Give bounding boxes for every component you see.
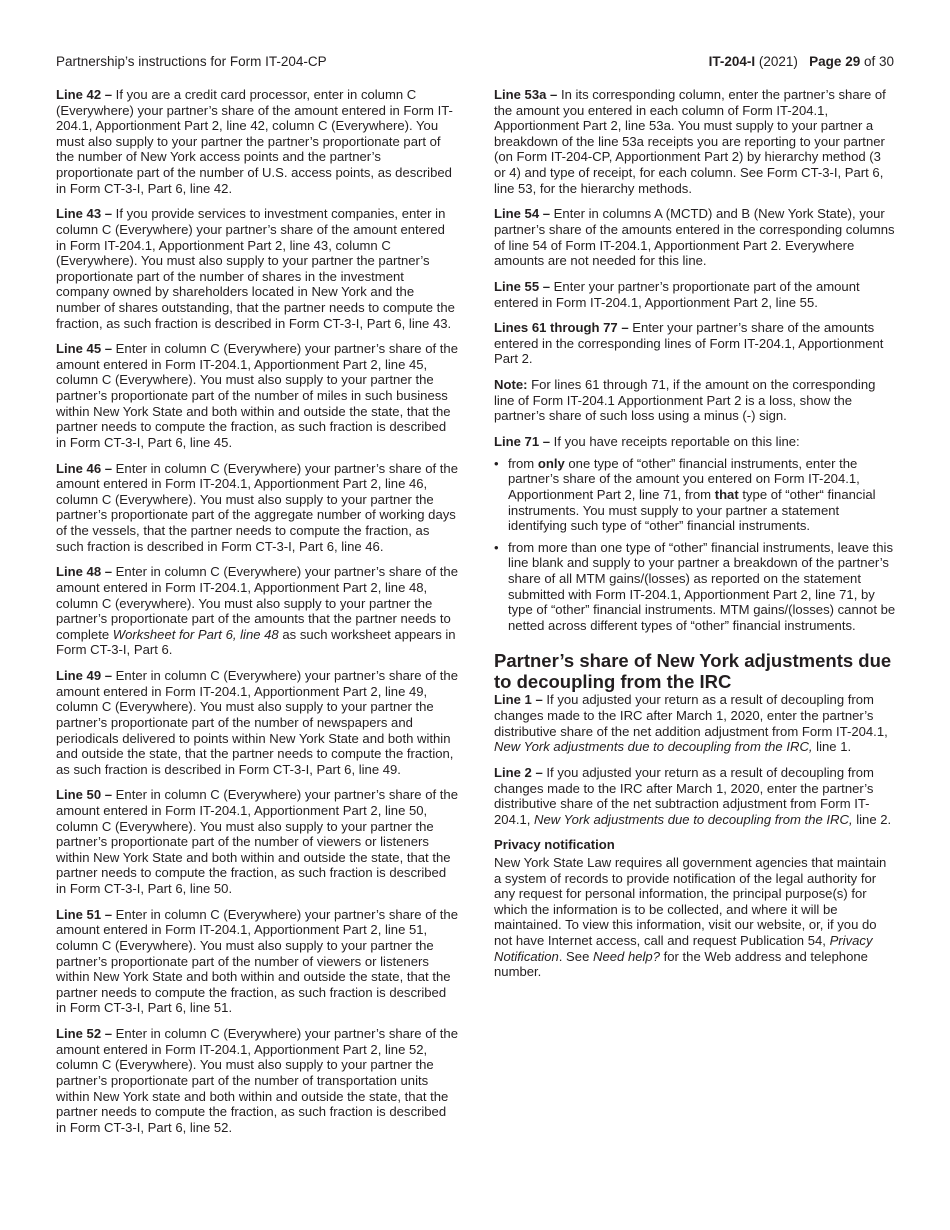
line-45-paragraph: Line 45 – Enter in column C (Everywhere) your partner’s share of the amount entered in Form IT-204.1, Apportionment Part 2, line 45, column C (Everywhere). You must also supply to your partner the partner’s proportionate part of the number of miles in such business within New York State and both within and outside the state, that the partner needs to compute the fraction, as such fraction is described in Form CT-3-I, Part 6, line 45. xyxy=(56,341,458,450)
line-48-paragraph: Line 48 – Enter in column C (Everywhere) your partner’s share of the amount entered in Form IT-204.1, Apportionment Part 2, line 48, column C (everywhere). You must also supply to your partner the partner’s proportionate part of the amounts that the partner needs to complete Worksheet for Part 6, line 48 as such worksheet appears in Form CT-3-I, Part 6. xyxy=(56,564,458,658)
note-label: Note: xyxy=(494,377,528,393)
line-label: Line 50 – xyxy=(56,787,113,803)
form-year: (2021) xyxy=(755,54,798,69)
line-label: Line 1 – xyxy=(494,692,543,708)
page-total: of 30 xyxy=(860,54,894,69)
decoupling-line-2-paragraph: Line 2 – If you adjusted your return as a result of decoupling from changes made to the IRC after March 1, 2020, enter the partner’s distributive share of the net subtraction adjustment from Form IT-204.1, New York adjustments due to decoupling from the IRC, line 2. xyxy=(494,764,892,827)
line-71-bullet-list xyxy=(494,456,896,634)
line-label: Line 45 – xyxy=(56,341,113,357)
line-label: Line 46 – xyxy=(56,460,113,476)
worksheet-title: Worksheet for Part 6, line 48 xyxy=(112,626,279,642)
line-label: Line 42 – xyxy=(56,87,113,102)
note-paragraph: Note: For lines 61 through 71, if the amount on the corresponding line of Form IT-204.1 Apportionment Part 2 is a loss, show the partner’s share of such loss using a minus (-) sign. xyxy=(494,377,876,424)
page-number: Page 29 xyxy=(809,54,861,69)
line-label: Line 43 – xyxy=(56,206,113,222)
list-item: • from more than one type of “other” financial instruments, leave this line blank and supply to your partner a breakdown of the partner’s share of all MTM gains/(losses) as reported on the statement submitted with Form IT-204.1, Apportionment Part 2, line 71, by type of “other” financial instruments. MTM gains/(losses) cannot be netted across different types of “other” financial instruments. xyxy=(494,539,896,633)
line-50-paragraph: Line 50 – Enter in column C (Everywhere) your partner’s share of the amount entered in Form IT-204.1, Apportionment Part 2, line 50, column C (Everywhere). You must also supply to your partner the partner’s proportionate part of the number of viewers or listeners within New York State and both within and outside the state, that the partner needs to compute the fraction, as such fraction is described in Form CT-3-I, Part 6, line 50. xyxy=(56,787,458,897)
line-53a-paragraph: Line 53a – In its corresponding column, enter the partner’s share of the amount you entered in each column of Form IT-204.1, Apportionment Part 2, line 53a. You must supply to your partner a breakdown of the line 53a receipts you are reporting to your partner (on Form IT-204-CP, Apportionment Part 2) by hierarchy method (3 or 4) and type of receipt, for each column. See Form CT-3-I, Part 6, line 53, for the hierarchy methods. xyxy=(494,87,886,196)
line-54-paragraph: Line 54 – Enter in columns A (MCTD) and B (New York State), your partner’s share of the amounts entered in the corresponding columns of line 54 of Form IT-204.1, Apportionment Part 2. Everywhere amounts are not needed for this line. xyxy=(494,206,895,269)
list-item: • from only one type of “other” financial instruments, enter the partner’s share of the amount you entered on Form IT-204.1, Apportionment Part 2, line 71, from that type of “other“ financial instruments. You must supply to your partner a statement identifying such type of “other” financial instruments. xyxy=(494,455,876,534)
lines-61-77-paragraph: Lines 61 through 77 – Enter your partner’s share of the amounts entered in the corresponding lines of Form IT-204.1, Apportionment Part 2. xyxy=(494,320,884,367)
line-label: Line 55 – xyxy=(494,278,551,294)
line-55-paragraph: Line 55 – Enter your partner’s proportionate part of the amount entered in Form IT-204.1, Apportionment Part 2, line 55. xyxy=(494,278,860,310)
line-label: Line 52 – xyxy=(56,1026,113,1042)
line-label: Line 51 – xyxy=(56,906,113,922)
right-column xyxy=(494,87,896,990)
line-label: Line 2 – xyxy=(494,764,543,780)
line-label: Line 49 – xyxy=(56,668,113,684)
line-label: Line 48 – xyxy=(56,564,113,580)
left-column xyxy=(56,87,458,1146)
line-43-paragraph: Line 43 – If you provide services to investment companies, enter in column C (Everywhere) your partner’s share of the amount entered in Form IT-204.1, Apportionment Part 2, line 43, column C (Everywhere). You must also supply to your partner the partner’s proportionate part of the number of shares in the investment company owned by shareholders located in New York and the number of shares outstanding, that the partner needs to compute the fraction, as such fraction is described in Form CT-3-I, Part 6, line 43. xyxy=(56,206,455,331)
line-42-paragraph: Line 42 – If you are a credit card processor, enter in column C (Everywhere) your partner’s share of the amount entered in Form IT-204.1, Apportionment Part 2, line 42, column C (Everywhere). You must also supply to your partner the partner’s proportionate part of the number of New York access points and the partner’s proportionate part of the number of U.S. access points, as described in Form CT-3-I, Part 6, line 42. xyxy=(56,87,453,196)
line-label: Line 71 – xyxy=(494,434,551,450)
bullet-icon: • xyxy=(494,455,499,471)
bullet-icon: • xyxy=(494,539,499,555)
decoupling-line-1-paragraph: Line 1 – If you adjusted your return as a result of decoupling from changes made to the IRC after March 1, 2020, enter the partner’s distributive share of the net addition adjustment from Form IT-204.1, New York adjustments due to decoupling from the IRC, line 1. xyxy=(494,692,888,755)
line-label: Lines 61 through 77 – xyxy=(494,320,629,336)
line-label: Line 53a – xyxy=(494,87,558,102)
line-52-paragraph: Line 52 – Enter in column C (Everywhere) your partner’s share of the amount entered in Form IT-204.1, Apportionment Part 2, line 52, column C (Everywhere). You must also supply to your partner the partner’s proportionate part of the number of transportation units within New York state and both within and outside the state, that the partner needs to compute the fraction, as such fraction is described in Form CT-3-I, Part 6, line 52. xyxy=(56,1026,458,1135)
running-header-title: Partnership’s instructions for Form IT-204-CP xyxy=(56,54,327,69)
line-71-paragraph: Line 71 – If you have receipts reportable on this line: xyxy=(494,434,800,450)
section-heading: Partner’s share of New York adjustments due to decoupling from the IRC xyxy=(494,650,892,692)
privacy-heading: Privacy notification xyxy=(494,837,615,853)
line-51-paragraph: Line 51 – Enter in column C (Everywhere) your partner’s share of the amount entered in Form IT-204.1, Apportionment Part 2, line 51, column C (Everywhere). You must also supply to your partner the partner’s proportionate part of the number of viewers or listeners within New York State and both within and outside the state, that the partner needs to compute the fraction, as such fraction is described in Form CT-3-I, Part 6, line 51. xyxy=(56,906,458,1016)
line-49-paragraph: Line 49 – Enter in column C (Everywhere) your partner’s share of the amount entered in Form IT-204.1, Apportionment Part 2, line 49, column C (Everywhere). You must also supply to your partner the partner’s proportionate part of the number of newspapers and periodicals delivered to points within New York State and both within and outside the state, that the partner needs to compute the fraction, as such fraction is described in Form CT-3-I, Part 6, line 49. xyxy=(56,668,458,777)
line-46-paragraph: Line 46 – Enter in column C (Everywhere) your partner’s share of the amount entered in Form IT-204.1, Apportionment Part 2, line 46, column C (Everywhere). You must also supply to your partner the partner’s proportionate part of the aggregate number of working days of the vessels, that the partner needs to compute the fraction, as such fraction is described in Form CT-3-I, Part 6, line 46. xyxy=(56,460,458,554)
form-number: IT-204-I xyxy=(708,54,756,69)
privacy-paragraph: New York State Law requires all government agencies that maintain a system of records to provide notification of the legal authority for any request for personal information, the principal purpose(s) for which the information is to be collected, and where it will be maintained. To view this information, visit our website, or, if you do not have Internet access, call and request Publication 54, Privacy Notification. See Need help? for the Web address and telephone number. xyxy=(494,855,887,980)
line-label: Line 54 – xyxy=(494,206,551,222)
running-header-page-info xyxy=(709,54,894,70)
